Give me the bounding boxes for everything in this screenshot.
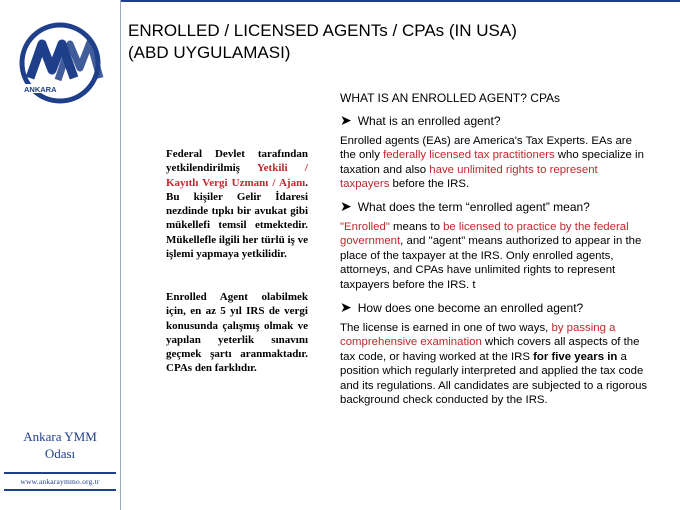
arrow-bullet-icon: ➤ [340, 299, 352, 315]
a2-highlight-1: "Enrolled" [340, 221, 390, 233]
answer-2 [340, 220, 650, 292]
website-link[interactable]: www.ankaraymmo.org.tr [20, 477, 100, 486]
question-3-text: How does one become an enrolled agent? [357, 301, 584, 315]
a3-highlight-1: by passing a comprehensive examination [340, 322, 616, 349]
arrow-bullet-icon: ➤ [340, 198, 352, 214]
turkish-paragraph-1 [166, 147, 308, 261]
a1-text-3: before the IRS. [389, 178, 470, 191]
a1-highlight-1: federally licensed tax practitioners [383, 149, 555, 162]
footer-divider-top [4, 472, 116, 474]
answer-1 [340, 134, 650, 192]
footer-divider-bottom [4, 489, 116, 491]
org-name-line2: Odası [44, 446, 76, 461]
tr-p1-highlight: Yetkili / Kayıtlı Vergi Uzmanı / Ajanı [166, 162, 308, 189]
title-line1: ENROLLED / LICENSED AGENTs / CPAs (IN USA) [128, 21, 517, 40]
a2-highlight-2: be licensed to practice by the federal government [340, 221, 629, 248]
a1-text-2: who specialize in taxation and also [340, 149, 644, 176]
ankara-ymm-logo [8, 20, 112, 106]
org-name-line1: Ankara YMM [23, 429, 97, 444]
a3-text-1: The license is earned in one of two ways, [340, 322, 552, 334]
org-name [10, 428, 110, 462]
a3-bold-1: for five years in [533, 350, 618, 363]
question-1 [340, 112, 501, 129]
question-1-text: What is an enrolled agent? [357, 114, 501, 128]
a2-text-2: , and "agent" means authorized to appear in the place of the taxpayer at the IRS. Only enrolled agents, attorneys, and CPAs have unlimited rights to represent taxpayers before the IRS. t [340, 235, 642, 291]
page-title [128, 20, 668, 64]
header-accent-bar [120, 0, 680, 2]
answer-3 [340, 321, 650, 407]
question-2 [340, 198, 590, 215]
arrow-bullet-icon: ➤ [340, 112, 352, 128]
tr-p1-text-b: . Bu kişiler Gelir İdaresi nezdinde tıpkı bir avukat gibi mükellefi temsil etmektedir. Mükellefle ilgili her türlü iş ve işlemi yapmaya yetkilidir. [166, 176, 308, 261]
a1-highlight-2: have unlimited rights to represent taxpayers [340, 163, 598, 191]
a3-text-3: a position which regularly interpreted and applied the tax code and its regulations. All candidates are subjected to a rigorous background check conducted by the IRS. [340, 350, 648, 407]
question-2-text: What does the term “enrolled agent” mean? [357, 200, 590, 214]
a2-text-1: means to [389, 221, 444, 233]
title-line2: (ABD UYGULAMASI) [128, 43, 291, 62]
sidebar [0, 0, 121, 510]
a1-text-1: Enrolled agents (EAs) are America's Tax Experts. EAs are the only [340, 135, 632, 162]
logo-text: ANKARA [24, 85, 57, 94]
question-3 [340, 299, 583, 316]
tr-p2-text: Enrolled Agent olabilmek için, en az 5 yıl IRS de vergi konusunda çalışmış olmak ve yapılan yeterlik sınavını geçmek şartı aranmaktadır. CPAs den farklıdır. [166, 291, 308, 375]
tr-p1-text-a: Federal Devlet tarafından yetkilendirilmiş [166, 148, 308, 175]
section-subheading: WHAT IS AN ENROLLED AGENT? CPAs [340, 91, 561, 105]
a3-text-2: which covers all aspects of the tax code, or having worked at the IRS [340, 336, 640, 363]
turkish-paragraph-2 [166, 290, 308, 376]
